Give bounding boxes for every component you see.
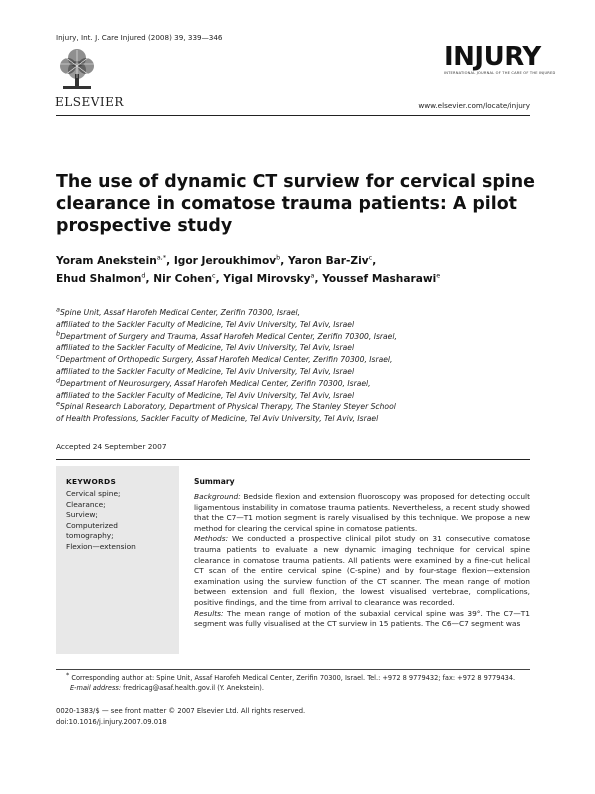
- summary-paragraph: [194, 534, 530, 608]
- author-name: Yaron Bar-Ziv: [288, 255, 369, 267]
- keywords-heading: KEYWORDS: [66, 477, 117, 486]
- affiliation-item: [56, 378, 536, 402]
- affil-line: affiliated to the Sackler Faculty of Medicine, Tel Aviv University, Tel Aviv, Israel: [56, 366, 355, 376]
- author-affil-marker[interactable]: c: [212, 271, 216, 280]
- email-label: E-mail address:: [70, 684, 122, 693]
- affiliation-item: [56, 401, 536, 425]
- affil-line: Department of Surgery and Trauma, Assaf Harofeh Medical Center, Zerifin 70300, Israel,: [60, 331, 397, 341]
- elsevier-tree-logo: [57, 48, 97, 92]
- author-affil-marker[interactable]: a,*: [156, 253, 167, 262]
- abstract-top-divider: [56, 459, 530, 460]
- keyword-item: Flexion—extension: [66, 541, 136, 551]
- author-email-link[interactable]: fredricag@asaf.health.gov.il: [123, 684, 216, 693]
- affil-line: of Health Professions, Sackler Faculty of Medicine, Tel Aviv University, Tel Aviv, Israel: [56, 414, 379, 424]
- summary-label: Background:: [194, 492, 241, 501]
- affiliation-item: [56, 307, 536, 331]
- affiliation-list: [56, 307, 536, 425]
- summary-paragraph: [194, 492, 530, 534]
- keyword-item: Surview;: [66, 510, 98, 520]
- author-affil-marker[interactable]: b: [276, 253, 281, 262]
- footnote-line-1: [56, 670, 530, 683]
- summary-text: Bedside flexion and extension fluoroscopy was proposed for detecting occult ligamentous instability in comatose trauma patients. Nevertheless, a recent study showed that the C7—T1 motion segment is rarely visualised by this technique. We propose a new method for clearing the cervical spine in comatose patients.: [194, 492, 530, 533]
- affiliation-item: [56, 354, 536, 378]
- copyright-block: [56, 706, 305, 727]
- summary-text: The mean range of motion of the subaxial cervical spine was 39°. The C7—T1 segment was fully visualised at the CT surview in 15 patients. The C6—C7 segment was: [194, 608, 530, 629]
- author-name: Nir Cohen: [153, 273, 212, 285]
- affil-line: Department of Neurosurgery, Assaf Harofeh Medical Center, Zerifin 70300, Israel,: [60, 378, 371, 388]
- summary-label: Methods:: [194, 534, 229, 544]
- affil-line: affiliated to the Sackler Faculty of Medicine, Tel Aviv University, Tel Aviv, Israel: [56, 319, 355, 329]
- footnote-divider: [56, 669, 530, 670]
- author-list: [56, 252, 536, 288]
- author-name: Igor Jeroukhimov: [173, 255, 277, 267]
- affil-line: Spinal Research Laboratory, Department of Physical Therapy, The Stanley Steyer School: [60, 402, 396, 412]
- journal-url-link[interactable]: www.elsevier.com/locate/injury: [418, 101, 530, 110]
- affil-marker: b: [56, 329, 61, 338]
- affiliation-item: [56, 331, 536, 355]
- author-affil-marker[interactable]: e: [436, 271, 441, 280]
- author-name: Ehud Shalmon: [56, 273, 142, 285]
- author-line-1: Yoram Anekstein$^{a,*}$, Igor Jeroukhimov$^b$, Yaron Bar-Ziv$^c$,: [56, 253, 377, 267]
- elsevier-wordmark: ELSEVIER: [55, 95, 124, 109]
- author-affil-marker[interactable]: a: [310, 271, 315, 280]
- affil-line: affiliated to the Sackler Faculty of Medicine, Tel Aviv University, Tel Aviv, Israel: [56, 390, 355, 400]
- keyword-item: Clearance;: [66, 499, 106, 509]
- injury-logo-subtitle: INTERNATIONAL JOURNAL OF THE CARE OF THE INJURED: [444, 71, 556, 75]
- summary-label: Results:: [194, 608, 224, 618]
- summary-body: [194, 492, 530, 630]
- article-title: The use of dynamic CT surview for cervical spine clearance in comatose trauma patients: A pilot prospective study: [56, 172, 535, 236]
- copyright-line: 0020-1383/$ — see front matter © 2007 Elsevier Ltd. All rights reserved.: [56, 707, 306, 715]
- summary-text: We conducted a prospective clinical pilot study on 31 consecutive comatose trauma patients to evaluate a new dynamic imaging technique for cervical spine clearance in comatose trauma patients. All patients were examined by a fine-cut helical CT scan of the entire cervical spine (C-spine) and by four-stage flexion—extension examination using the surview function of the CT scanner. The mean range of motion between extension and full flexion, the lowest visualised vertebrae, complications, positive findings, and the time from arrival to clearance was recorded.: [194, 534, 530, 607]
- author-name: Yoram Anekstein: [56, 255, 157, 267]
- affil-marker: e: [56, 399, 60, 408]
- journal-citation: Injury, Int. J. Care Injured (2008) 39, 339—346: [56, 33, 223, 42]
- keyword-item: Computerized: [66, 520, 118, 530]
- keywords-list: [66, 489, 176, 553]
- accepted-date: Accepted 24 September 2007: [56, 442, 167, 451]
- author-affil-marker[interactable]: d: [141, 271, 146, 280]
- injury-journal-logo: [444, 42, 556, 75]
- header-divider: [56, 115, 530, 116]
- injury-logo-text: INJURY: [444, 42, 541, 72]
- email-suffix: (Y. Anekstein).: [217, 684, 264, 693]
- author-name: Yigal Mirovsky: [223, 273, 311, 285]
- keyword-item: tomography;: [66, 531, 114, 541]
- keyword-item: Cervical spine;: [66, 489, 121, 498]
- author-name: Youssef Masharawi: [322, 273, 437, 285]
- author-affil-marker[interactable]: c: [368, 253, 373, 262]
- affil-line: affiliated to the Sackler Faculty of Medicine, Tel Aviv University, Tel Aviv, Israel: [56, 343, 355, 353]
- affil-marker: d: [56, 376, 61, 385]
- doi-line[interactable]: doi:10.1016/j.injury.2007.09.018: [56, 717, 167, 726]
- summary-paragraph: [194, 609, 530, 630]
- footnote-marker: *: [66, 670, 70, 679]
- footnote-text: Corresponding author at: Spine Unit, Assaf Harofeh Medical Center, Zerifin 70300, Israel. Tel.: +972 8 9779432; fax: +972 8 9779434.: [71, 674, 516, 682]
- footnote-line-2: [56, 683, 530, 693]
- affil-line: Department of Orthopedic Surgery, Assaf Harofeh Medical Center, Zerifin 70300, Israel,: [59, 355, 393, 365]
- summary-heading: Summary: [194, 477, 235, 486]
- affil-marker: c: [56, 352, 60, 361]
- corresponding-author-footnote: [56, 670, 530, 694]
- affil-marker: a: [56, 305, 60, 314]
- affil-line: Spine Unit, Assaf Harofeh Medical Center, Zerifin 70300, Israel,: [59, 308, 301, 317]
- author-line-2: Ehud Shalmon$^d$, Nir Cohen$^c$, Yigal Mirovsky$^a$, Youssef Masharawi$^e$: [56, 271, 441, 285]
